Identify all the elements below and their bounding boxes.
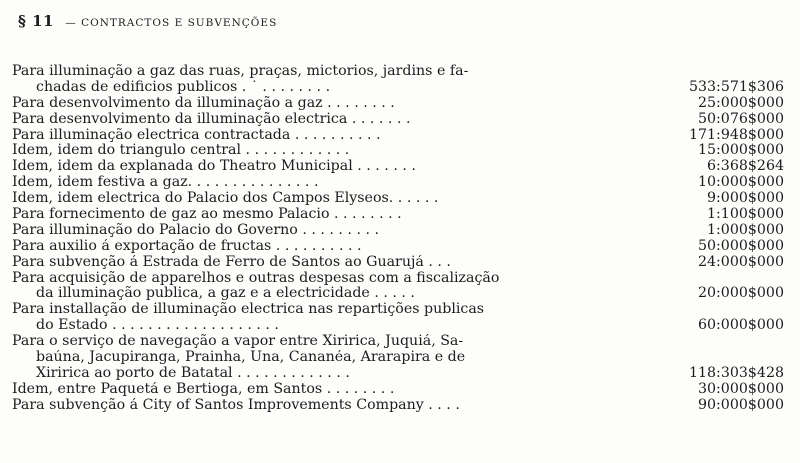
entry-description: Para o serviço de navegação a vapor entre Xiririca, Juquiá, Sa- [12, 334, 464, 350]
ledger-entry [12, 255, 784, 271]
entry-description: Idem, idem da explanada do Theatro Municipal . . . . . . . [12, 159, 416, 175]
entry-description-continuation: da illuminação publica, a gaz e a electricidade . . . . . [36, 286, 415, 302]
ledger-entry [12, 382, 784, 398]
page-header [18, 12, 277, 30]
section-title: — CONTRACTOS E SUBVENÇÕES [65, 17, 278, 29]
entry-amount: 171:948$000 [688, 126, 784, 143]
ledger-entry [12, 143, 784, 159]
entry-amount: 24:000$000 [697, 253, 784, 270]
ledger-entry [12, 207, 784, 223]
entry-description: Idem, idem do triangulo central . . . . . . . . . . . . [12, 143, 350, 159]
entry-description: Para subvenção á City of Santos Improvements Company . . . . [12, 397, 460, 413]
ledger-entry [12, 175, 784, 191]
entry-amount: 1:000$000 [707, 221, 784, 238]
entry-description-continuation: chadas de edificios publicos . ˙ . . . . . . . . [36, 79, 331, 95]
entry-amount: 60:000$000 [697, 317, 784, 334]
entry-description: Para desenvolvimento da illuminação a gaz . . . . . . . . [12, 95, 395, 111]
entry-amount: 1:100$000 [707, 206, 784, 222]
entry-description: Para subvenção á Estrada de Ferro de Santos ao Guarujá . . . [12, 254, 451, 270]
entry-description: Para installação de illuminação electrica nas repartições publicas [12, 302, 485, 318]
entry-amount: 9:000$000 [707, 190, 784, 207]
entry-description: Para acquisição de apparelhos e outras despesas com a fiscalização [12, 270, 500, 286]
ledger-entry [12, 271, 784, 303]
entry-description: Para illuminação electrica contractada . . . . . . . . . . [12, 127, 381, 143]
ledger-entry [12, 159, 784, 175]
entry-amount: 50:076$000 [697, 110, 784, 127]
ledger-entry [12, 112, 784, 128]
entry-amount: 533:571$306 [688, 78, 784, 95]
entry-description: Idem, idem electrica do Palacio dos Campos Elyseos. . . . . . [12, 191, 439, 207]
entry-amount: 20:000$000 [697, 285, 784, 302]
entry-amount: 30:000$000 [697, 380, 784, 397]
entry-amount: 50:000$000 [697, 237, 784, 254]
entry-amount: 15:000$000 [697, 142, 784, 159]
ledger-entry [12, 334, 784, 382]
entry-description-continuation: baúna, Jacupiranga, Prainha, Una, Cananéa, Ararapira e de [36, 350, 466, 366]
entry-description: Para desenvolvimento da illuminação electrica . . . . . . . [12, 111, 411, 127]
entry-description-continuation: do Estado . . . . . . . . . . . . . . . . . . . [36, 318, 279, 334]
entry-amount: 118:303$428 [688, 364, 784, 381]
ledger-entry [12, 223, 784, 239]
ledger-entry [12, 191, 784, 207]
budget-ledger [12, 64, 784, 414]
ledger-entry [12, 64, 784, 96]
entry-amount: 25:000$000 [697, 94, 784, 111]
ledger-entry [12, 239, 784, 255]
entry-description-continuation: Xiririca ao porto de Batatal . . . . . . . . . . . . . [36, 365, 350, 381]
section-number: § 11 [18, 12, 54, 30]
entry-description: Para illuminação do Palacio do Governo . . . . . . . . . [12, 222, 379, 238]
entry-amount: 10:000$000 [697, 174, 784, 191]
entry-description: Idem, idem festiva a gaz. . . . . . . . . . . . . . . [12, 175, 319, 191]
ledger-entry [12, 302, 784, 334]
ledger-entry [12, 128, 784, 144]
entry-description: Idem, entre Paquetá e Bertioga, em Santos . . . . . . . . [12, 381, 395, 397]
entry-description: Para fornecimento de gaz ao mesmo Palacio . . . . . . . . [12, 207, 402, 223]
entry-description: Para illuminação a gaz das ruas, praças, mictorios, jardins e fa- [12, 64, 469, 79]
entry-amount: 6:368$264 [707, 158, 784, 175]
entry-description: Para auxilio á exportação de fructas . . . . . . . . . . [12, 238, 362, 254]
ledger-entry [12, 96, 784, 112]
entry-amount: 90:000$000 [697, 396, 784, 413]
ledger-entry [12, 398, 784, 414]
